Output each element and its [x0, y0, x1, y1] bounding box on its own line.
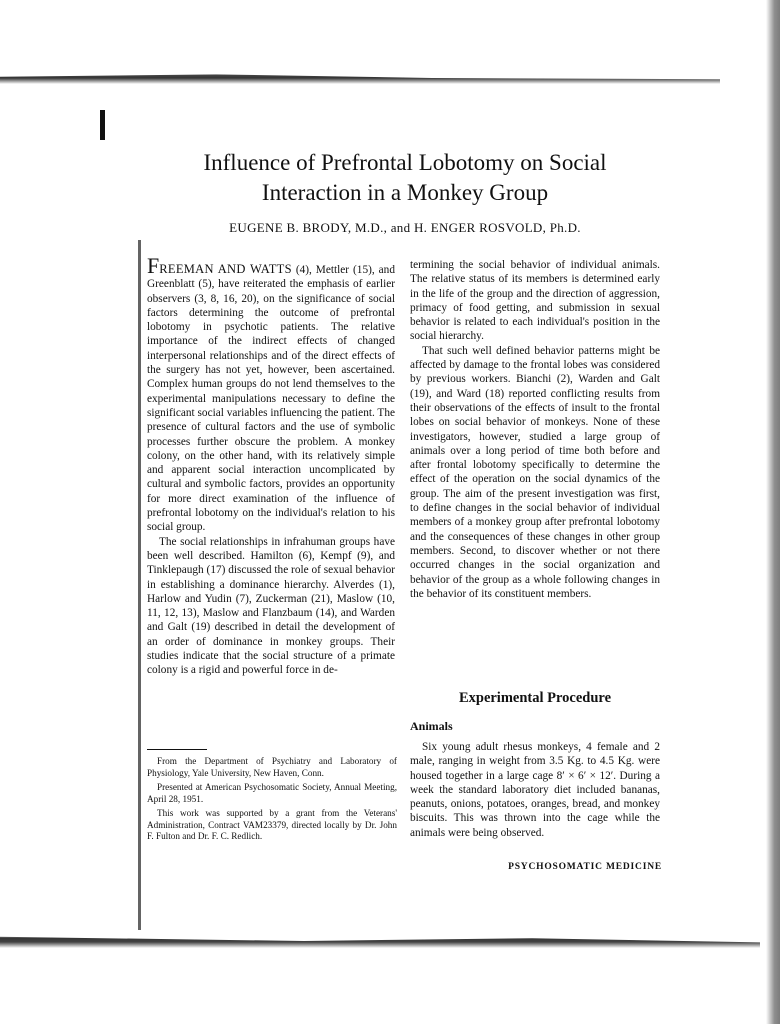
- journal-name-footer: PSYCHOSOMATIC MEDICINE: [508, 862, 662, 872]
- right-paragraph-1: termining the social behavior of individual animals. The relative status of its members is determined early in the life of the group and the direction of aggression, primacy of food getting, and submission in sexual behavior is related to each individual's position in the social hierarchy.: [410, 259, 660, 343]
- article-title: [150, 148, 660, 208]
- scan-mark: [100, 110, 105, 140]
- footnote-presentation: Presented at American Psychosomatic Society, Annual Meeting, April 28, 1951.: [147, 782, 397, 804]
- footnote-funding: This work was supported by a grant from the Veterans' Administration, Contract VAM23379, directed locally by Dr. John F. Fulton and Dr. F. C. Redlich.: [147, 808, 397, 841]
- article-authors: EUGENE B. BRODY, M.D., and H. ENGER ROSVOLD, Ph.D.: [229, 220, 581, 235]
- scan-shadow-right: [766, 0, 780, 1024]
- article-title-line-2: Interaction in a Monkey Group: [261, 180, 549, 205]
- lead-words: REEMAN AND WATTS: [159, 262, 292, 276]
- footnotes: [147, 756, 397, 846]
- subsection-heading: Animals: [410, 719, 453, 733]
- left-paragraph-1-text: (4), Mettler (15), and Greenblatt (5), have reiterated the emphasis of earlier observers (3, 8, 16, 20), on the significance of social factors determining the outcome of prefrontal lobotomy in psychotic patients. The relative importance of the indirect effects of changed interpersonal relationships and of the direct effects of the surgery has not yet, however, been ascertained. Complex human groups do not lend themselves to the experimental manipulations necessary to define the significant social variables influencing the patient. The presence of cultural factors and the use of symbolic processes further obscure the problem. A monkey colony, on the other hand, with its relatively simple and apparent social interaction uncomplicated by cultural and symbolic factors, provides an opportunity for more direct examination of the influence of prefrontal lobotomy on the individual's relation to his social group.: [147, 264, 395, 534]
- right-paragraph-2: That such well defined behavior patterns might be affected by damage to the frontal lobes was considered by previous workers. Bianchi (2), Warden and Galt (19), and Ward (18) reported conflicting results from their observations of the effects of insult to the frontal lobes on social behavior of monkeys. None of these investigators, however, studied a large group of animals over a long period of time both before and after frontal lobotomy specifically to determine the effect of the operation on the social dynamics of the group. The aim of the present investigation was first, to define changes in the social behavior of individual members of a monkey group after prefrontal lobotomy and the consequences of these changes in other group members. Second, to discover whether or not there occurred changes in the social organization and behavior of the group as a whole following changes in the behavior of its constituent members.: [410, 344, 660, 600]
- right-paragraph-3: Six young adult rhesus monkeys, 4 female and 2 male, ranging in weight from 3.5 Kg. to 4.5 Kg. were housed together in a large cage 8′ × 6′ × 12′. During a week the standard laboratory diet included bananas, peanuts, onions, potatoes, oranges, bread, and monkey biscuits. This was thrown into the cage while the animals were being observed.: [410, 741, 660, 839]
- section-heading: Experimental Procedure: [458, 690, 612, 706]
- right-column: [410, 258, 660, 601]
- drop-cap: F: [147, 253, 160, 278]
- scan-shadow-left: [138, 240, 141, 930]
- footnote-affiliation: From the Department of Psychiatry and Laboratory of Physiology, Yale University, New Haven, Conn.: [147, 756, 397, 778]
- right-column-lower: [410, 740, 660, 840]
- left-paragraph-2: The social relationships in infrahuman groups have been well described. Hamilton (6), Kempf (9), and Tinklepaugh (17) discussed the role of sexual behavior in establishing a dominance hierarchy. Alverdes (1), Harlow and Yudin (7), Zuckerman (21), Maslow (10, 11, 12, 13), Maslow and Flanzbaum (14), and Warden and Galt (19) described in detail the development of an order of dominance in monkey groups. Their studies indicate that the social structure of a primate colony is a rigid and powerful force in de-: [147, 535, 395, 677]
- scan-shadow-top: [0, 72, 720, 84]
- left-paragraph-1: [147, 253, 395, 535]
- scan-shadow-bottom: [0, 934, 760, 948]
- footnote-divider: [147, 749, 207, 750]
- article-title-line-1: Influence of Prefrontal Lobotomy on Social: [203, 150, 607, 175]
- left-column: [147, 253, 395, 678]
